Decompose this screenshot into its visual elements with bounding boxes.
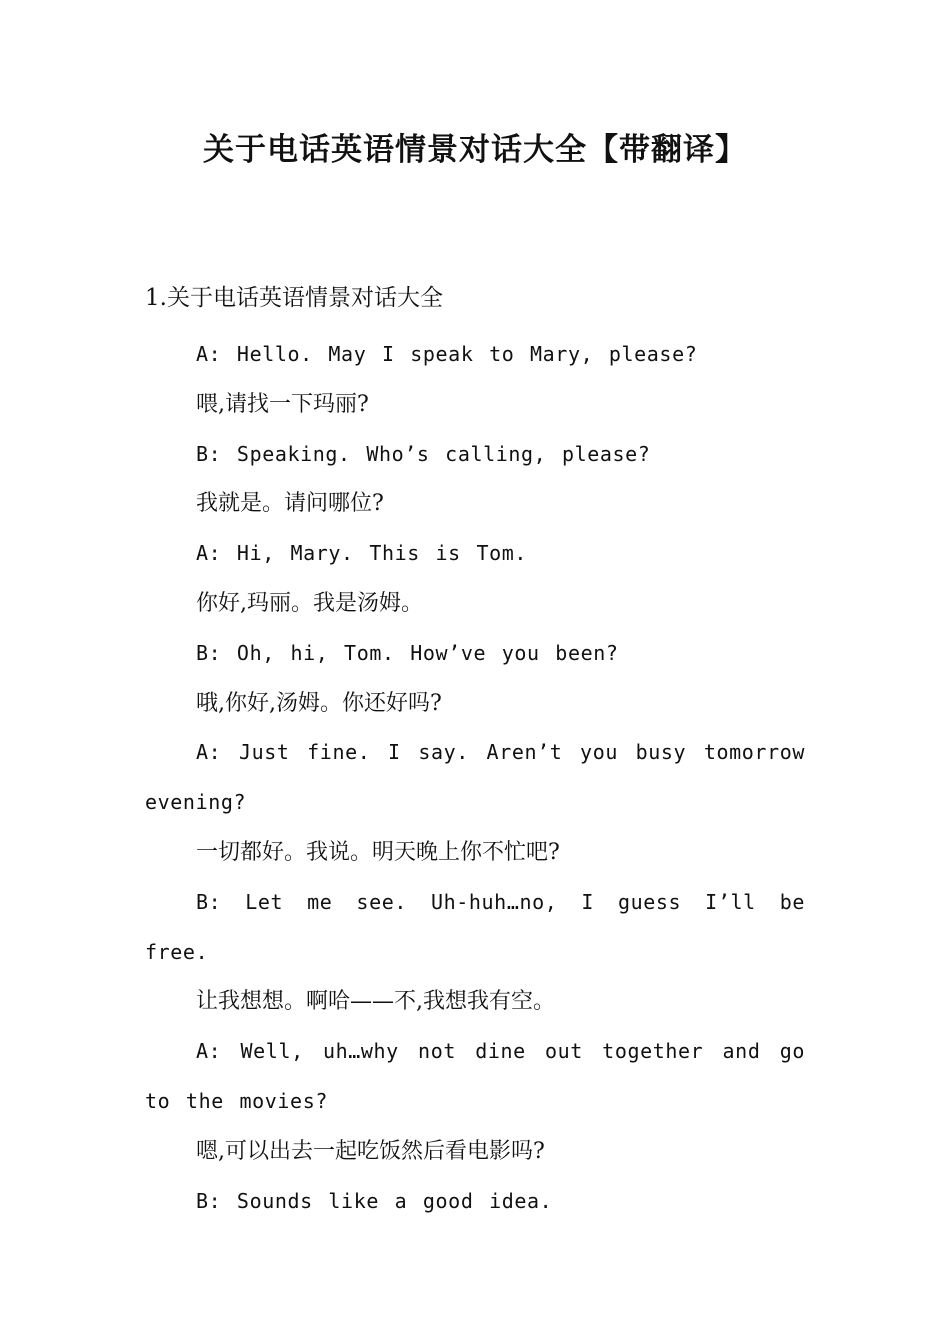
dialogue-line-cn: 让我想想。啊哈——不,我想我有空。	[196, 989, 555, 1015]
dialogue-line-cn: 喂,请找一下玛丽?	[196, 391, 369, 417]
dialogue-line-en: A: Hello. May I speak to Mary, please?	[196, 342, 698, 366]
dialogue-line-en: B: Sounds like a good idea.	[196, 1188, 553, 1213]
dialogue-line-en: A: Well, uh…why not dine out together and go to the movies?	[145, 1039, 805, 1113]
dialogue-line-en: A: Just fine. I say. Aren’t you busy tomorrow evening?	[145, 740, 805, 815]
dialogue-line-en: B: Speaking. Who’s calling, please?	[196, 441, 651, 466]
document-title: 关于电话英语情景对话大全【带翻译】	[203, 132, 747, 168]
dialogue-line-cn: 你好,玛丽。我是汤姆。	[196, 590, 423, 616]
dialogue-line-cn: 哦,你好,汤姆。你还好吗?	[196, 690, 442, 716]
dialogue-line-en: B: Let me see. Uh-huh…no, I guess I’ll be free.	[145, 889, 805, 964]
dialogue-body	[145, 330, 805, 1226]
dialogue-line-en: A: Hi, Mary. This is Tom.	[196, 541, 528, 566]
section-heading: 1.关于电话英语情景对话大全	[145, 285, 443, 311]
dialogue-line-en: B: Oh, hi, Tom. How’ve you been?	[196, 640, 619, 665]
dialogue-line-cn: 嗯,可以出去一起吃饭然后看电影吗?	[196, 1138, 545, 1164]
dialogue-line-cn: 我就是。请问哪位?	[196, 491, 384, 517]
dialogue-line-cn: 一切都好。我说。明天晚上你不忙吧?	[196, 839, 560, 865]
